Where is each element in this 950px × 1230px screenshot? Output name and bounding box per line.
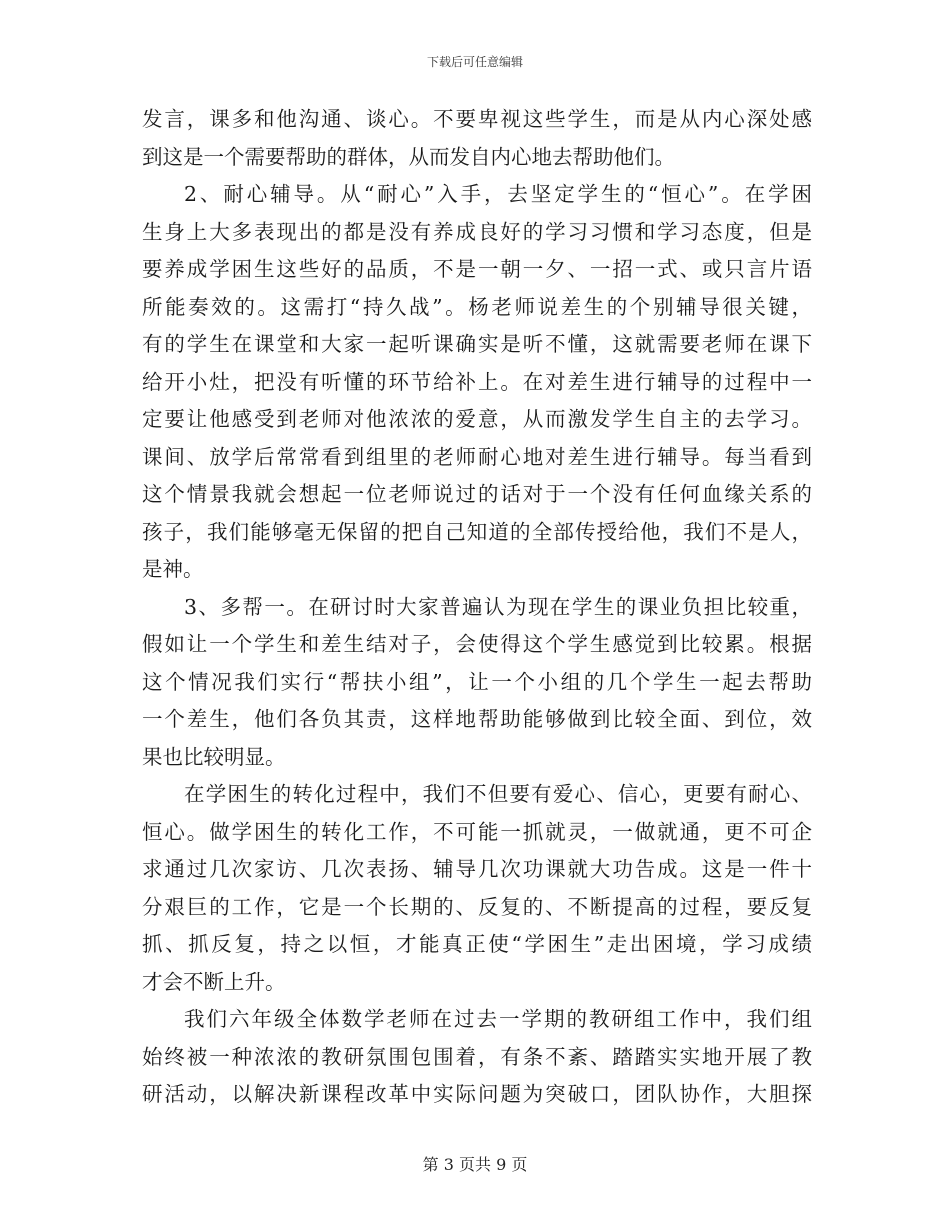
text-line: 果也比较明显。 [142, 744, 286, 769]
text-line: 才会不断上升。 [142, 969, 286, 994]
text-line: 给开小灶，把没有听懂的环节给补上。在对差生进行辅导的过程中一 [142, 369, 812, 394]
text-line: 有的学生在课堂和大家一起听课确实是听不懂，这就需要老师在课下 [142, 332, 812, 356]
text-line: 抓、抓反复，持之以恒，才能真正使“学困生”走出困境，学习成绩 [142, 932, 812, 956]
text-line: 研活动，以解决新课程改革中实际问题为突破口，团队协作，大胆探 [142, 1082, 812, 1106]
document-body [142, 101, 812, 1114]
text-line: 恒心。做学困生的转化工作，不可能一抓就灵，一做就通，更不可企 [142, 819, 812, 844]
text-line: 到这是一个需要帮助的群体，从而发自内心地去帮助他们。 [142, 144, 675, 169]
text-line: 这个情景我就会想起一位老师说过的话对于一个没有任何血缘关系的 [142, 482, 812, 506]
text-line: 生身上大多表现出的都是没有养成良好的学习习惯和学习态度，但是 [142, 219, 812, 244]
text-line: 孩子，我们能够毫无保留的把自己知道的全部传授给他，我们不是人， [142, 519, 812, 544]
paragraph-start-line: 我们六年级全体数学老师在过去一学期的教研组工作中，我们组 [184, 1007, 812, 1031]
text-line: 分艰巨的工作，它是一个长期的、反复的、不断提高的过程，要反复 [142, 894, 812, 919]
text-line: 课间、放学后常常看到组里的老师耐心地对差生进行辅导。每当看到 [142, 444, 812, 469]
text-line: 始终被一种浓浓的教研氛围包围着，有条不紊、踏踏实实地开展了教 [142, 1044, 812, 1069]
paragraph-start-line: 3、多帮一。在研讨时大家普遍认为现在学生的课业负担比较重， [184, 594, 812, 619]
text-line: 发言，课多和他沟通、谈心。不要卑视这些学生，而是从内心深处感 [142, 107, 812, 131]
text-line: 要养成学困生这些好的品质，不是一朝一夕、一招一式、或只言片语 [142, 257, 812, 281]
text-line: 这个情况我们实行“帮扶小组”，让一个小组的几个学生一起去帮助 [142, 669, 812, 694]
text-line: 假如让一个学生和差生结对子，会使得这个学生感觉到比较累。根据 [142, 632, 812, 656]
paragraph-start-line: 2、耐心辅导。从“耐心”入手，去坚定学生的“恒心”。在学困 [184, 182, 812, 206]
paragraph-start-line: 在学困生的转化过程中，我们不但要有爱心、信心，更要有耐心、 [184, 782, 812, 806]
text-line: 所能奏效的。这需打“持久战”。杨老师说差生的个别辅导很关键， [142, 294, 812, 319]
text-line: 是神。 [142, 557, 204, 581]
text-line: 定要让他感受到老师对他浓浓的爱意，从而激发学生自主的去学习。 [142, 407, 812, 431]
text-line: 一个差生，他们各负其责，这样地帮助能够做到比较全面、到位，效 [142, 707, 812, 731]
page-header: 下载后可任意编辑 [426, 55, 523, 69]
text-line: 求通过几次家访、几次表扬、辅导几次功课就大功告成。这是一件十 [142, 857, 812, 881]
page-number: 第 3 页共 9 页 [422, 1155, 528, 1174]
